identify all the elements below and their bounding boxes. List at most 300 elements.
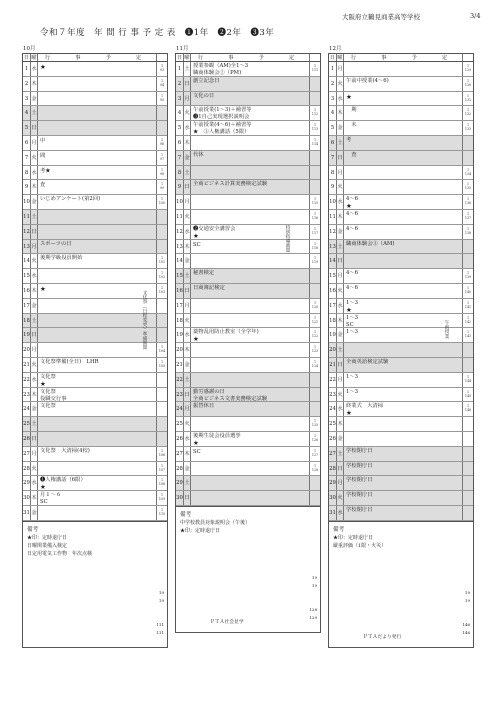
event-cell: [38, 240, 156, 254]
lesson-count-cell: [156, 92, 167, 106]
event-text: [193, 462, 309, 463]
event-text: ★: [346, 305, 352, 314]
lesson-count-cell: [462, 254, 473, 268]
lesson-count-cell: [309, 240, 320, 254]
lesson-count-cell: [462, 328, 473, 342]
lesson-count-cell: [156, 447, 167, 461]
events-header: 行 事 予 定: [197, 55, 305, 61]
weekday-cell: 金: [337, 225, 344, 239]
lesson-count: 1: [160, 507, 164, 512]
day-cell: 30: [329, 491, 337, 505]
lesson-count: 105: [158, 363, 166, 368]
lesson-count-cell: [156, 491, 167, 505]
event-cell: [191, 328, 309, 342]
weekday-cell: 日: [337, 254, 344, 268]
event-cell: [38, 417, 156, 431]
event-cell: [344, 358, 462, 372]
event-cell: [191, 240, 309, 254]
weekday-cell: 月: [337, 269, 344, 283]
note-count: 111: [156, 621, 164, 627]
count-header: [309, 54, 320, 61]
event-text: 代休: [193, 151, 204, 158]
lesson-count: 145: [464, 393, 472, 398]
event-text: [193, 343, 309, 344]
day-cell: 2: [329, 77, 337, 91]
event-text: ★: [346, 202, 352, 211]
event-cell: [191, 417, 309, 431]
event-text: 全商ビジネス文書実務検定試験: [193, 395, 267, 402]
day-cell: 4: [329, 106, 337, 120]
weekday-cell: 水: [184, 328, 191, 342]
event-cell: [38, 476, 156, 490]
weekday-cell: 火: [31, 254, 38, 268]
day-cell: 12: [23, 225, 31, 239]
day-cell: 20: [329, 343, 337, 357]
day-cell: 25: [329, 417, 337, 431]
lesson-count: 118: [311, 245, 319, 250]
table-row: [176, 491, 320, 506]
event-text: 創立記念日: [193, 77, 220, 84]
weekday-cell: 月: [337, 373, 344, 387]
event-text: 査: [346, 151, 357, 158]
lesson-count-cell: [309, 180, 320, 194]
event-text: 学校閉庁日: [346, 506, 373, 513]
note-line: 中学校教員対象説明会（午後）: [180, 519, 251, 526]
lesson-count: 110: [158, 511, 166, 516]
weekday-cell: 日: [184, 491, 191, 505]
table-row: [23, 373, 167, 388]
lesson-count: 96: [159, 141, 165, 146]
lesson-count-cell: [462, 358, 473, 372]
lesson-count-cell: [156, 106, 167, 120]
lesson-count: 1: [466, 93, 470, 98]
day-header: 日: [23, 55, 30, 61]
event-cell: [38, 328, 156, 342]
weekday-cell: 月: [31, 447, 38, 461]
lesson-count: 1: [466, 404, 470, 409]
table-row: [329, 432, 473, 447]
event-text: ❸1自己実現選択説明会: [193, 114, 250, 121]
weekday-cell: 土: [337, 343, 344, 357]
event-text: 薬物乱用防止教室（全学年): [193, 329, 259, 336]
lesson-count-cell: [156, 121, 167, 135]
day-cell: 16: [329, 284, 337, 298]
event-text: 期: [346, 107, 357, 114]
day-cell: 8: [329, 166, 337, 180]
day-cell: 15: [23, 269, 31, 283]
lesson-count: 1: [466, 197, 470, 202]
lesson-count-cell: [462, 417, 473, 431]
lesson-count: 1: [466, 123, 470, 128]
event-cell: [344, 447, 462, 461]
table-row: [23, 491, 167, 506]
event-text: いじめアンケート(第2回): [40, 196, 101, 203]
event-text: [193, 136, 309, 137]
lesson-count: 1: [160, 256, 164, 261]
lesson-count: 99: [159, 186, 165, 191]
weekday-cell: 金: [337, 121, 344, 135]
weekday-cell: 木: [184, 447, 191, 461]
event-text: [193, 417, 309, 418]
lesson-count: 93: [159, 68, 165, 72]
event-cell: [38, 180, 156, 194]
day-cell: 23: [329, 388, 337, 402]
event-cell: [191, 343, 309, 357]
weekday-cell: 金: [184, 151, 191, 165]
day-cell: 5: [23, 121, 31, 135]
table-header: [329, 54, 473, 62]
event-text: ★: [40, 379, 46, 388]
lesson-count: 121: [311, 319, 319, 324]
lesson-count-cell: [462, 121, 473, 135]
weekday-cell: 水: [184, 225, 191, 239]
lesson-count-cell: [462, 269, 473, 283]
day-cell: 25: [23, 417, 31, 431]
event-text: [193, 299, 309, 300]
table-row: [176, 328, 320, 343]
lesson-count-cell: [156, 151, 167, 165]
period-note: 特別指導期間: [285, 225, 290, 253]
day-cell: 7: [176, 151, 184, 165]
weekday-cell: 木: [337, 106, 344, 120]
weekday-cell: 日: [31, 121, 38, 135]
table-row: [23, 417, 167, 432]
event-cell: [344, 417, 462, 431]
event-text: 全商英語検定試験: [346, 358, 389, 365]
lesson-count: 146: [464, 408, 472, 413]
day-cell: 24: [176, 402, 184, 416]
weekday-cell: 日: [31, 328, 38, 342]
lesson-count: 1: [466, 271, 470, 276]
weekday-cell: 火: [184, 417, 191, 431]
weekday-cell: 金: [337, 328, 344, 342]
lesson-count: 1: [160, 137, 164, 142]
note-count: 111: [156, 629, 164, 635]
lesson-count: 126: [311, 437, 319, 442]
notes-footer: ＰＴＡだより発行: [363, 634, 402, 640]
lesson-count-cell: [156, 432, 167, 446]
weekday-cell: 土: [337, 136, 344, 150]
lesson-count-cell: [462, 77, 473, 91]
table-row: [176, 358, 320, 373]
table-row: [23, 476, 167, 491]
event-text: 授業参観（AM)全1～3: [193, 63, 249, 69]
day-cell: 19: [329, 328, 337, 342]
lesson-count-cell: [156, 476, 167, 490]
event-cell: [344, 106, 462, 120]
lesson-count: 111: [311, 68, 319, 72]
weekday-cell: 月: [337, 476, 344, 490]
note-count: 19: [464, 597, 470, 603]
event-text: 役職交行事: [40, 395, 67, 402]
event-cell: [344, 299, 462, 313]
note-count: 146: [462, 621, 470, 627]
lesson-count-cell: [156, 210, 167, 224]
day-cell: 22: [23, 373, 31, 387]
day-cell: 9: [23, 180, 31, 194]
weekday-cell: 日: [337, 151, 344, 165]
lesson-count: 117: [311, 230, 319, 235]
lesson-count-cell: [156, 358, 167, 372]
lesson-count: 104: [158, 349, 166, 354]
event-text: [40, 210, 156, 211]
lesson-count: 114: [311, 141, 319, 146]
event-cell: [344, 269, 462, 283]
table-row: [23, 447, 167, 462]
day-cell: 17: [176, 299, 184, 313]
event-text: 4～6: [346, 284, 359, 291]
event-text: 学校閉庁日: [346, 492, 373, 499]
event-cell: [191, 447, 309, 461]
lesson-count-cell: [462, 432, 473, 446]
event-cell: [344, 62, 462, 76]
event-text: [193, 195, 309, 196]
weekday-cell: 土: [31, 314, 38, 328]
lesson-count: 1: [313, 108, 317, 113]
event-text: [193, 254, 309, 255]
day-cell: 10: [329, 195, 337, 209]
weekday-cell: 土: [184, 476, 191, 490]
lesson-count-cell: [309, 92, 320, 106]
event-text: [40, 77, 156, 78]
weekday-cell: 火: [31, 462, 38, 476]
weekday-cell: 木: [31, 77, 38, 91]
event-text: 文化祭: [40, 388, 56, 395]
event-text: 学校閉庁日: [346, 477, 373, 484]
event-text: ★: [193, 231, 199, 240]
lesson-count-cell: [462, 195, 473, 209]
day-cell: 23: [23, 388, 31, 402]
lesson-count: 1: [466, 300, 470, 305]
lesson-count-cell: [462, 491, 473, 505]
event-text: 査: [40, 182, 46, 189]
lesson-count: 1: [313, 433, 317, 438]
event-text: SC: [40, 499, 48, 506]
event-text: 1～3: [346, 373, 359, 380]
lesson-count: 144: [464, 378, 472, 383]
table-row: [23, 62, 167, 77]
day-cell: 28: [176, 462, 184, 476]
day-cell: 3: [23, 92, 31, 106]
lesson-count: 134: [464, 171, 472, 176]
lesson-count-cell: [156, 166, 167, 180]
event-text: 秘書検定: [193, 270, 215, 277]
event-text: 1～3: [346, 388, 359, 395]
table-row: [176, 269, 320, 284]
event-cell: [191, 210, 309, 224]
day-cell: 1: [176, 62, 184, 76]
day-cell: 15: [176, 269, 184, 283]
lesson-count: 141: [464, 304, 472, 309]
lesson-count: 124: [311, 363, 319, 368]
lesson-count: 142: [464, 319, 472, 324]
lesson-count-cell: [462, 284, 473, 298]
table-row: [329, 180, 473, 195]
lesson-count-cell: [156, 254, 167, 268]
table-row: [176, 151, 320, 166]
event-cell: [344, 136, 462, 150]
lesson-count-cell: [462, 447, 473, 461]
table-row: [329, 314, 473, 329]
event-text: 日商簿記検定: [193, 284, 225, 291]
table-row: [23, 106, 167, 121]
weekday-cell: 月: [184, 402, 191, 416]
lesson-count: 115: [311, 201, 319, 206]
event-cell: [38, 506, 156, 520]
lesson-count-cell: [309, 254, 320, 268]
table-row: [176, 314, 320, 329]
lesson-count: 131: [464, 97, 472, 102]
event-text: 4～6: [346, 210, 359, 217]
lesson-count-cell: [156, 506, 167, 520]
note-count: 19: [464, 589, 470, 595]
table-row: [176, 462, 320, 477]
event-cell: [38, 92, 156, 106]
lesson-count-cell: [462, 388, 473, 402]
day-cell: 8: [176, 166, 184, 180]
lesson-count-cell: [462, 476, 473, 490]
table-row: [329, 358, 473, 373]
table-row: [176, 195, 320, 210]
lesson-count-cell: [462, 373, 473, 387]
table-row: [329, 284, 473, 299]
day-cell: 30: [23, 491, 31, 505]
lesson-count: 94: [159, 82, 165, 87]
event-text: [346, 432, 462, 433]
event-text: 後期生徒会役員選挙: [193, 432, 241, 439]
table-row: [329, 210, 473, 225]
event-cell: [344, 195, 462, 209]
event-text: 1～3: [346, 299, 359, 306]
lesson-count: 1: [466, 64, 470, 68]
event-cell: [38, 373, 156, 387]
lesson-count-cell: [462, 166, 473, 180]
event-cell: [38, 166, 156, 180]
weekday-cell: 水: [337, 92, 344, 106]
note-line: ★印：定時退庁日: [333, 534, 374, 541]
note-count: 19: [158, 589, 164, 595]
event-text: [40, 92, 156, 93]
lesson-count-cell: [156, 343, 167, 357]
lesson-count-cell: [309, 62, 320, 76]
table-row: [23, 166, 167, 181]
lesson-count: 112: [311, 112, 319, 117]
lesson-count-cell: [156, 269, 167, 283]
lesson-count: 137: [464, 215, 472, 220]
lesson-count-cell: [156, 136, 167, 150]
lesson-count: 135: [464, 186, 472, 191]
note-count: 128: [309, 606, 317, 612]
weekday-cell: 土: [31, 106, 38, 120]
table-row: [23, 136, 167, 151]
day-cell: 20: [176, 343, 184, 357]
month-column: [175, 45, 321, 633]
event-cell: [191, 299, 309, 313]
note-count: 19: [311, 574, 317, 580]
event-text: [193, 314, 309, 315]
event-cell: [344, 402, 462, 416]
lesson-count-cell: [309, 447, 320, 461]
lesson-count-cell: [462, 136, 473, 150]
event-text: SC: [193, 241, 201, 248]
lesson-count: 97: [159, 156, 165, 161]
day-cell: 11: [176, 210, 184, 224]
event-cell: [38, 284, 156, 298]
lesson-count-cell: [462, 92, 473, 106]
event-text: [40, 328, 156, 329]
event-text: [40, 462, 156, 463]
month-label: 11月: [176, 46, 189, 52]
event-text: ★: [193, 335, 199, 344]
day-cell: 27: [23, 447, 31, 461]
event-cell: [191, 358, 309, 372]
event-cell: [38, 402, 156, 416]
weekday-cell: 水: [337, 299, 344, 313]
weekday-cell: 土: [184, 269, 191, 283]
event-text: [40, 269, 156, 270]
table-row: [329, 195, 473, 210]
month-label: 10月: [23, 46, 36, 52]
day-cell: 15: [329, 269, 337, 283]
day-header: 日: [176, 55, 183, 61]
table-row: [329, 402, 473, 417]
table-row: [176, 388, 320, 403]
event-text: 考★: [40, 167, 51, 174]
lesson-count-cell: [156, 299, 167, 313]
event-cell: [191, 476, 309, 490]
lesson-count: 1: [313, 211, 317, 216]
weekday-cell: 土: [337, 447, 344, 461]
lesson-count: 1: [160, 463, 164, 468]
month-label: 12月: [329, 46, 342, 52]
weekday-cell: 月: [184, 92, 191, 106]
lesson-count: 1: [313, 256, 317, 261]
lesson-count: 1: [160, 152, 164, 157]
table-row: [329, 491, 473, 506]
day-cell: 3: [329, 92, 337, 106]
table-row: [176, 62, 320, 77]
notes-label: 備考: [180, 511, 192, 518]
weekday-cell: 火: [337, 77, 344, 91]
month-table: [328, 53, 474, 521]
lesson-count-cell: [156, 62, 167, 76]
event-cell: [344, 121, 462, 135]
event-text: [193, 491, 309, 492]
table-row: [23, 180, 167, 195]
weekday-cell: 水: [337, 402, 344, 416]
lesson-count-cell: [156, 314, 167, 328]
note-line: 日曜関業備入検定: [27, 542, 68, 549]
lesson-count: 138: [464, 230, 472, 235]
event-text: 午前中授業(4～6): [346, 77, 389, 84]
table-row: [176, 373, 320, 388]
lesson-count: 1: [313, 330, 317, 335]
lesson-count-cell: [156, 462, 167, 476]
lesson-count: 98: [159, 171, 165, 176]
lesson-count-cell: [462, 402, 473, 416]
notes-footer: ＰＴＡ社会見学: [210, 619, 244, 625]
lesson-count: 1: [160, 64, 164, 68]
day-cell: 24: [23, 402, 31, 416]
event-text: [346, 343, 462, 344]
month-table: [22, 53, 168, 521]
event-cell: [191, 106, 309, 120]
table-row: [329, 136, 473, 151]
weekday-cell: 水: [31, 166, 38, 180]
lesson-count: 1: [466, 167, 470, 172]
event-text: [40, 343, 156, 344]
lesson-count-cell: [462, 462, 473, 476]
